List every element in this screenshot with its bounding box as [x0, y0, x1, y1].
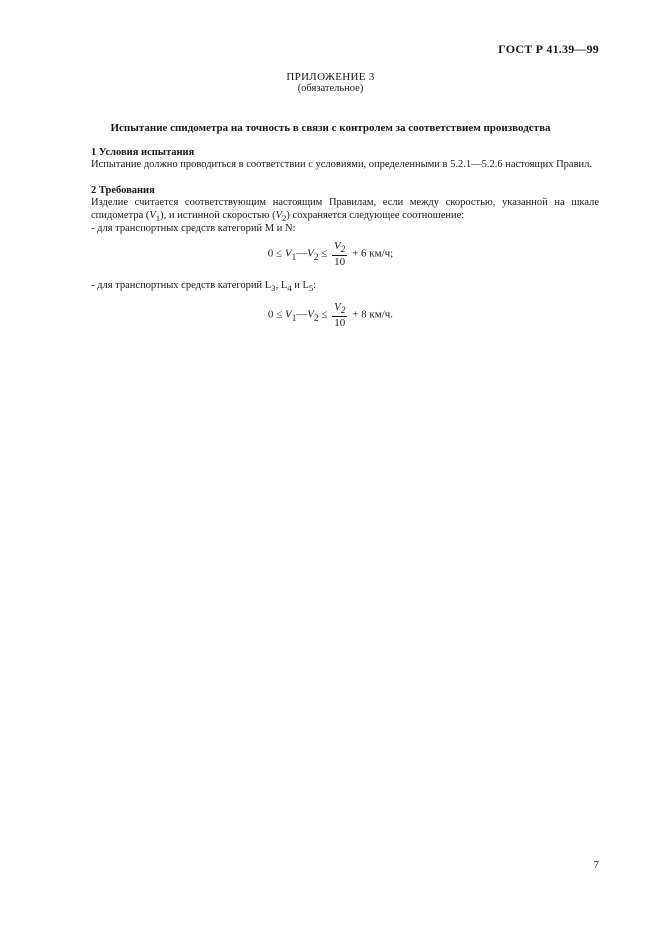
- appendix-title: ПРИЛОЖЕНИЕ 3: [286, 71, 375, 83]
- formula1-num: V: [334, 240, 341, 252]
- list-item-l: [91, 279, 599, 295]
- formula1-left: 0 ≤: [267, 247, 285, 260]
- item2-sub1: 3: [271, 283, 276, 294]
- section2-text-a: Изделие считается соответствующим настоящим Правилам, если между скоростью, указанной на шкале спидометра (: [91, 197, 599, 221]
- formula1-v2-sub: 2: [313, 251, 319, 262]
- formula2-den: 10: [334, 317, 346, 330]
- formula2-num: V: [334, 301, 341, 313]
- item2-d: :: [313, 280, 317, 291]
- item2-sub3: 5: [308, 283, 314, 294]
- formula2-minus: —: [296, 308, 308, 321]
- formula2-v2-sub: 2: [314, 312, 319, 323]
- formula1-den: 10: [334, 256, 346, 269]
- section1-text: [91, 158, 599, 171]
- var-v2-sub: 2: [282, 213, 287, 224]
- var-v1: V: [149, 210, 156, 221]
- appendix-note: (обязательное): [297, 83, 364, 94]
- formula1-right: + 6 км/ч;: [349, 247, 394, 260]
- appendix-header: [0, 71, 661, 95]
- section2-text-b: ), и истинной скоростью (: [160, 210, 276, 221]
- formula2-v1-sub: 1: [291, 312, 297, 323]
- formula1-v1-sub: 1: [291, 251, 297, 262]
- formula2-v1: V: [284, 308, 292, 321]
- formula2-right: + 8 км/ч.: [349, 308, 394, 321]
- formula-l: [0, 301, 661, 329]
- formula1-v2: V: [307, 247, 314, 260]
- section1-paragraph: Испытание должно проводиться в соответствии с условиями, определенными в 5.2.1—5.2.6 настоящих Правил.: [91, 159, 593, 170]
- section1-heading: 1 Условия испытания: [91, 147, 195, 158]
- page-number: 7: [593, 859, 599, 871]
- section2-text-c: ) сохраняется следующее соотношение:: [286, 210, 465, 221]
- document-code: ГОСТ Р 41.39—99: [498, 42, 599, 56]
- item2-b: , L: [275, 280, 288, 291]
- formula1-num-sub: 2: [340, 244, 346, 255]
- formula2-num-sub: 2: [340, 305, 346, 316]
- formula2-fraction: [332, 301, 347, 329]
- var-v2: V: [275, 210, 283, 221]
- formula1-fraction: [332, 240, 347, 268]
- formula2-le: ≤: [318, 308, 331, 321]
- formula1-minus: —: [296, 247, 308, 260]
- item2-a: - для транспортных средств категорий L: [91, 280, 272, 291]
- list-item-m-n: - для транспортных средств категорий М и N:: [91, 223, 296, 234]
- item2-sub2: 4: [287, 283, 292, 294]
- formula2-v2: V: [307, 308, 315, 321]
- var-v1-sub: 1: [155, 213, 161, 224]
- formula1-le: ≤: [318, 247, 330, 260]
- item2-c: и L: [291, 280, 309, 291]
- section2-heading: 2 Требования: [91, 185, 155, 196]
- formula2-left: 0 ≤: [267, 308, 285, 321]
- section-title: Испытание спидометра на точность в связи с контролем за соответствием производства: [110, 122, 551, 134]
- formula-m-n: [0, 240, 661, 268]
- formula1-v1: V: [284, 247, 292, 260]
- section2-text: [91, 196, 599, 225]
